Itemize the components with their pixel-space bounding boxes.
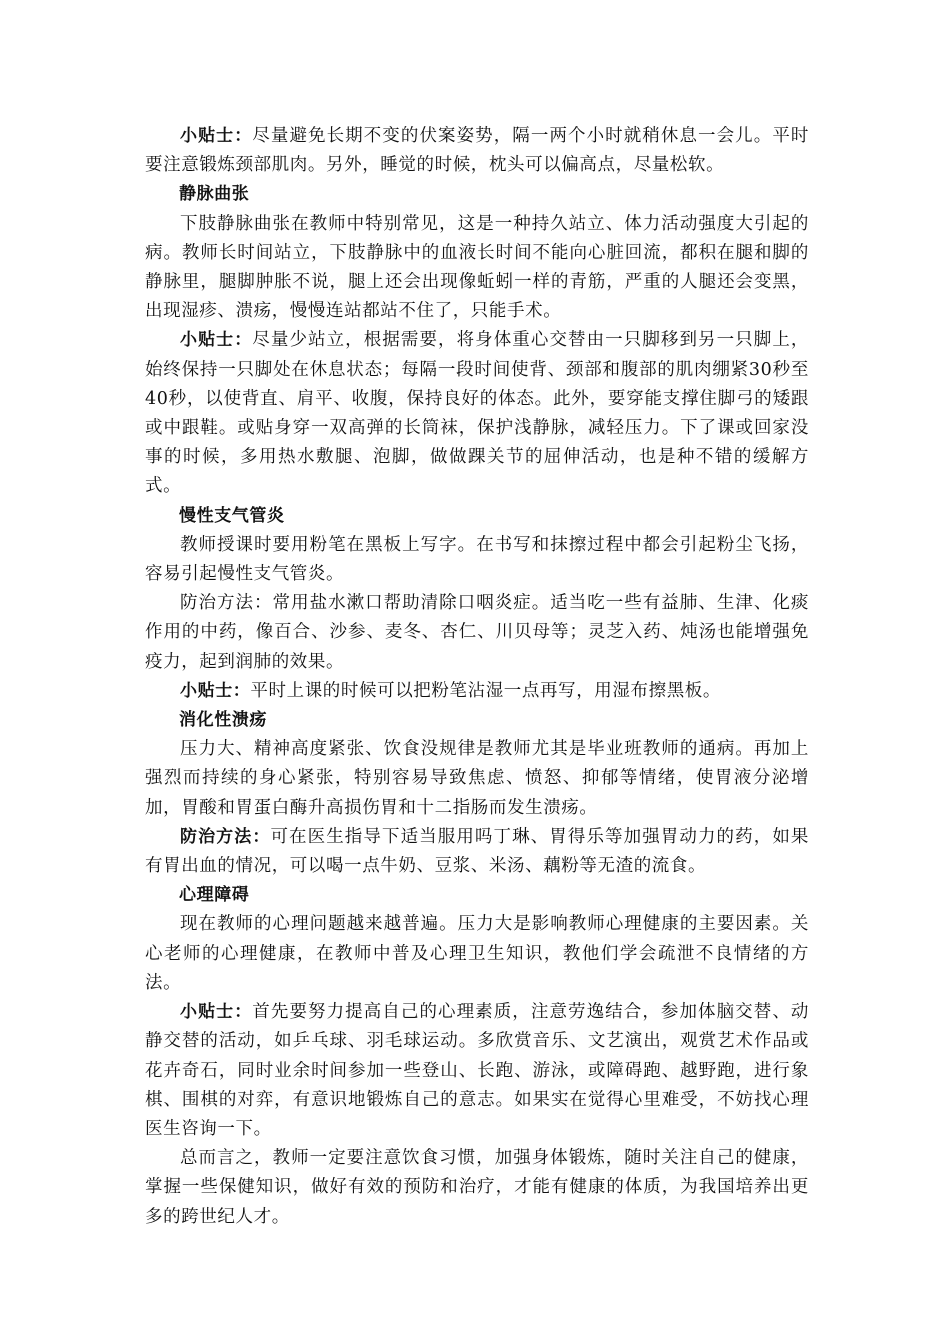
ulcer-body: 压力大、精神高度紧张、饮食没规律是教师尤其是毕业班教师的通病。再加上强烈而持续的身心紧张，特别容易导致焦虑、愤怒、抑郁等情绪，使胃液分泌增加，胃酸和胃蛋白酶升高损伤胃和十二指肠而发生溃疡。 bbox=[145, 739, 809, 818]
varicose-tip-paragraph bbox=[145, 326, 809, 501]
tip-text: 首先要努力提高自己的心理素质，注意劳逸结合，参加体脑交替、动静交替的活动，如乒乓球、羽毛球运动。多欣赏音乐、文艺演出，观赏艺术作品或花卉奇石，同时业余时间参加一些登山、长跑、游泳，或障碍跑、越野跑，进行象棋、围棋的对弈，有意识地锻炼自己的意志。如果实在觉得心里难受，不妨找心理医生咨询一下。 bbox=[145, 1002, 809, 1139]
tip-text: 尽量避免长期不变的伏案姿势，隔一两个小时就稍休息一会儿。平时要注意锻炼颈部肌肉。另外，睡觉的时候，枕头可以偏高点，尽量松软。 bbox=[145, 126, 809, 176]
heading-bronchitis: 慢性支气管炎 bbox=[179, 505, 285, 526]
tip-lead: 小贴士： bbox=[180, 330, 253, 351]
bronchitis-tip-paragraph bbox=[145, 677, 809, 706]
tip-lead: 小贴士： bbox=[180, 1002, 253, 1023]
bronchitis-prevention: 防治方法：常用盐水漱口帮助清除口咽炎症。适当吃一些有益肺、生津、化痰作用的中药，像百合、沙参、麦冬、杏仁、川贝母等；灵芝入药、炖汤也能增强免疫力，起到润肺的效果。 bbox=[145, 593, 809, 672]
ulcer-prevention-paragraph bbox=[145, 823, 809, 881]
heading-psych: 心理障碍 bbox=[179, 885, 250, 906]
psych-tip-paragraph bbox=[145, 998, 809, 1144]
tip-lead: 小贴士： bbox=[180, 126, 253, 146]
document-page bbox=[145, 122, 809, 1232]
bronchitis-body: 教师授课时要用粉笔在黑板上写字。在书写和抹擦过程中都会引起粉尘飞扬，容易引起慢性支气管炎。 bbox=[145, 534, 809, 585]
tip-lead: 小贴士： bbox=[180, 680, 251, 701]
prevention-text: 可在医生指导下适当服用吗丁琳、胃得乐等加强胃动力的药，如果有胃出血的情况，可以喝一点牛奶、豆浆、米汤、藕粉等无渣的流食。 bbox=[145, 826, 810, 877]
tip-posture-paragraph bbox=[145, 122, 809, 180]
heading-varicose: 静脉曲张 bbox=[179, 184, 250, 205]
heading-ulcer: 消化性溃疡 bbox=[179, 710, 267, 731]
varicose-body: 下肢静脉曲张在教师中特别常见，这是一种持久站立、体力活动强度大引起的病。教师长时间站立，下肢静脉中的血液长时间不能向心脏回流，都积在腿和脚的静脉里，腿脚肿胀不说，腿上还会出现像蚯蚓一样的青筋，严重的人腿还会变黑，出现湿疹、溃疡，慢慢连站都站不住了，只能手术。 bbox=[145, 213, 809, 322]
tip-text: 平时上课的时候可以把粉笔沾湿一点再写，用湿布擦黑板。 bbox=[250, 680, 722, 701]
conclusion-paragraph: 总而言之，教师一定要注意饮食习惯，加强身体锻炼，随时关注自己的健康，掌握一些保健知识，做好有效的预防和治疗，才能有健康的体质，为我国培养出更多的跨世纪人才。 bbox=[145, 1148, 809, 1227]
prevention-lead: 防治方法： bbox=[180, 826, 271, 847]
psych-body: 现在教师的心理问题越来越普遍。压力大是影响教师心理健康的主要因素。关心老师的心理健康，在教师中普及心理卫生知识，教他们学会疏泄不良情绪的方法。 bbox=[145, 914, 809, 993]
tip-text: 尽量少站立，根据需要，将身体重心交替由一只脚移到另一只脚上，始终保持一只脚处在休息状态；每隔一段时间使背、颈部和腹部的肌肉绷紧30秒至40秒，以使背直、肩平、收腹，保持良好的体态。此外，要穿能支撑住脚弓的矮跟或中跟鞋。或贴身穿一双高弹的长筒袜，保护浅静脉，减轻压力。下了课或回家没事的时候，多用热水敷腿、泡脚，做做踝关节的屈伸活动，也是种不错的缓解方式。 bbox=[145, 330, 809, 497]
